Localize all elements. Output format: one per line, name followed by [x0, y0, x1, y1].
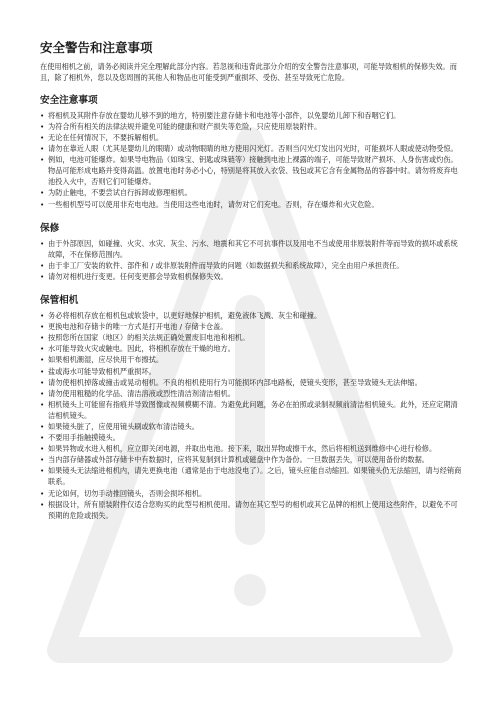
list-item: • 无论如何，切勿手动推回镜头，否则会损坏相机。	[40, 488, 462, 499]
exclamation-dot-icon	[234, 574, 266, 606]
list-item: • 如果异物或水进入相机，应立即关闭电源，并取出电池。接下来，取出异物或擦干水，然后将相机送到维修中心进行检修。	[40, 443, 462, 454]
list-item: • 一些相机型号可以使用非充电电池。当使用这些电池时，请勿对它们充电。否则，存在爆炸和火灾危险。	[40, 199, 462, 210]
list-item: • 盐或海水可能导致相机严重损坏。	[40, 366, 462, 377]
list-item: • 由于非工厂安装的软件、部件和 / 或非原装附件而导致的问题（如数据损失和系统故障），完全由用户承担责任。	[40, 260, 462, 271]
list-item: • 请勿使相机掉落或撞击或晃动相机。不良的相机使用行为可能损坏内部电路板，使镜头变形，甚至导致镜头无法伸缩。	[40, 377, 462, 388]
list-item: • 请勿在靠近人眼（尤其是婴幼儿的眼睛）或动物眼睛的地方使用闪光灯。否则当闪光灯发出闪光时，可能损坏人眼或使动物受惊。	[40, 143, 462, 154]
list-item: • 不要用手指触摸镜头。	[40, 432, 462, 443]
list-item: • 为符合所有相关的法律法规并避免可能的健康和财产损失等危险，只应使用原装附件。	[40, 121, 462, 132]
list-item: • 水可能导致火灾或触电。因此，将相机存放在干燥的地方。	[40, 343, 462, 354]
list-item: • 无论在任何情况下，不要拆解相机。	[40, 132, 462, 143]
list-item: • 例如，电池可能爆炸。如果导电物品（如珠宝、钥匙或珠链等）接触到电池上裸露的端子，可能导致财产损坏、人身伤害或灼伤。物品可能形成电路并变得高温。放置电池时务必小心，特别是将其放入衣袋、钱包或其它含有金属物品的容器中时。请勿将废弃电池投入火中，否则它们可能爆炸。	[40, 154, 462, 187]
list-item: • 如果镜头无法缩进相机内，请先更换电池（通常是由于电池没电了）。之后，镜头应能自动缩回。如果镜头仍无法缩回，请与经销商联系。	[40, 465, 462, 487]
list-item: • 按照您所在国家（地区）的相关法规正确处置废旧电池和相机。	[40, 332, 462, 343]
list-item: • 如果镜头脏了，应使用镜头刷或软布清洁镜头。	[40, 421, 462, 432]
list-item: • 由于外部原因，如碰撞、火灾、水灾、灰尘、污水、地震和其它不可抗事件以及用电不当或使用非原装附件等而导致的损坏或系统故障，不在保修范围内。	[40, 238, 462, 260]
list-item: • 如果相机潮湿，应尽快用干布擦拭。	[40, 354, 462, 365]
document-page	[40, 40, 462, 521]
list-item: • 为防止触电，不要尝试自行拆卸或修理相机。	[40, 187, 462, 198]
section-heading-warranty: 保修	[40, 222, 60, 234]
list-item: • 根据设计，所有原装附件仅适合您购买的此型号相机使用。请勿在其它型号的相机或其它品牌的相机上使用这些附件，以避免不可预期的危险或损失。	[40, 499, 462, 521]
list-item: • 务必将相机存放在相机包或软袋中，以更好地保护相机，避免液体飞溅、灰尘和碰撞。	[40, 310, 462, 321]
warranty-list	[40, 238, 462, 282]
intro-paragraph: 在使用相机之前，请务必阅读并完全理解此部分内容。若忽视和违背此部分介绍的安全警告注意事项，可能导致相机的保修失效。而且，除了相机外，您以及您周围的其他人和物品也可能受到严重损坏、受伤、甚至导致死亡危险。	[40, 62, 457, 83]
page-title: 安全警告和注意事项	[40, 40, 153, 55]
care-list	[40, 310, 462, 521]
list-item: • 将相机及其附件存放在婴幼儿够不到的地方，特别要注意存储卡和电池等小部件，以免婴幼儿卸下和吞咽它们。	[40, 110, 462, 121]
list-item: • 请勿使用粗糙的化学品、清洁溶液或烈性清洁剂清洁相机。	[40, 388, 462, 399]
list-item: • 更换电池和存储卡的唯一方式是打开电池 / 存储卡仓盖。	[40, 321, 462, 332]
section-heading-safety: 安全注意事项	[40, 94, 98, 106]
safety-list	[40, 110, 462, 210]
list-item: • 相机镜头上可能留有指痕并导致图像或视频模糊不清。为避免此问题，务必在拍照或录制视频前清洁相机镜头。此外，还应定期清洁相机镜头。	[40, 399, 462, 421]
section-heading-care: 保管相机	[40, 295, 79, 307]
list-item: • 当内部存储器或外部存储卡中有数据时，应将其复制到计算机或磁盘中作为备份。一旦数据丢失，可以使用备份的数据。	[40, 454, 462, 465]
list-item: • 请勿对相机进行变更。任何变更都会导致相机保修失效。	[40, 271, 462, 282]
